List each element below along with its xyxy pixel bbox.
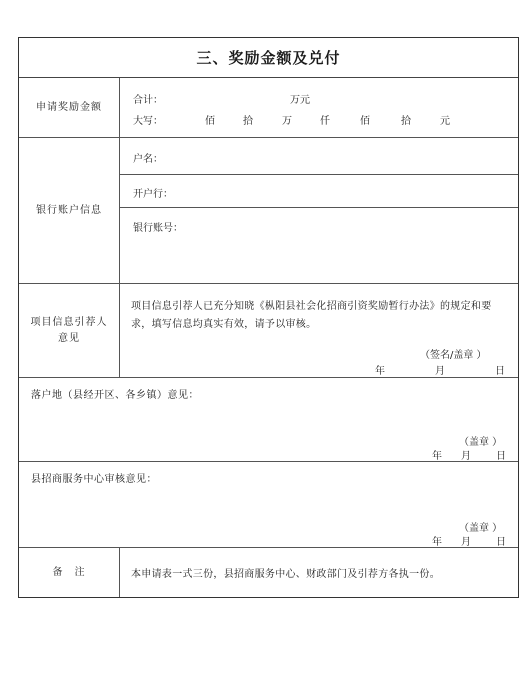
remarks-label: 备 注 xyxy=(19,548,120,597)
section-title: 三、奖励金额及兑付 xyxy=(19,38,518,78)
center-month: 月 xyxy=(461,537,471,548)
center-stamp: （盖章 ） xyxy=(459,523,503,534)
bank-name-label: 开户行： xyxy=(133,189,173,200)
bank-name-field[interactable] xyxy=(120,175,518,208)
bank-label: 银行账户信息 xyxy=(19,138,120,283)
account-number-field[interactable] xyxy=(120,208,518,243)
referrer-year: 年 xyxy=(375,366,385,377)
unit-bai-1: 佰 xyxy=(205,116,215,127)
remarks-row xyxy=(19,548,518,597)
settle-stamp: （盖章 ） xyxy=(459,437,503,448)
unit-wan: 万 xyxy=(282,116,292,127)
settle-day: 日 xyxy=(496,451,506,462)
account-name-label: 户名： xyxy=(133,154,163,165)
center-day: 日 xyxy=(496,537,506,548)
remarks-text: 本申请表一式三份，县招商服务中心、财政部门及引荐方各执一份。 xyxy=(131,569,440,580)
remarks-cell xyxy=(120,548,518,597)
settle-title: 落户地（县经开区、各乡镇）意见： xyxy=(31,390,199,401)
referrer-label: 项目信息引荐人意见 xyxy=(19,284,120,377)
referrer-statement: 项目信息引荐人已充分知晓《枞阳县社会化招商引资奖励暂行办法》的规定和要求，填写信息均真实有效，请予以审核。 xyxy=(131,301,492,330)
amount-cell[interactable] xyxy=(120,78,518,137)
total-label: 合计： xyxy=(133,95,163,106)
account-number-label: 银行账号： xyxy=(133,223,183,234)
settle-row[interactable] xyxy=(19,378,518,462)
unit-yuan: 元 xyxy=(440,116,450,127)
reward-form-table xyxy=(18,37,519,598)
amount-row xyxy=(19,78,518,138)
referrer-row xyxy=(19,284,518,378)
unit-bai-2: 佰 xyxy=(360,116,370,127)
settle-year: 年 xyxy=(432,451,442,462)
bank-row xyxy=(19,138,518,284)
upper-label: 大写： xyxy=(133,116,163,127)
unit-qian: 仟 xyxy=(320,116,330,127)
center-year: 年 xyxy=(432,537,442,548)
account-name-field[interactable] xyxy=(120,138,518,175)
referrer-day: 日 xyxy=(495,366,505,377)
center-title: 县招商服务中心审核意见： xyxy=(31,474,157,485)
amount-label: 申请奖励金额 xyxy=(19,78,120,137)
referrer-month: 月 xyxy=(435,366,445,377)
referrer-cell[interactable] xyxy=(120,284,518,377)
center-row[interactable] xyxy=(19,462,518,548)
total-unit: 万元 xyxy=(290,95,310,106)
settle-month: 月 xyxy=(461,451,471,462)
unit-shi-2: 拾 xyxy=(401,116,411,127)
unit-shi-1: 拾 xyxy=(243,116,253,127)
referrer-sign: （签名/盖章 ） xyxy=(420,350,487,361)
